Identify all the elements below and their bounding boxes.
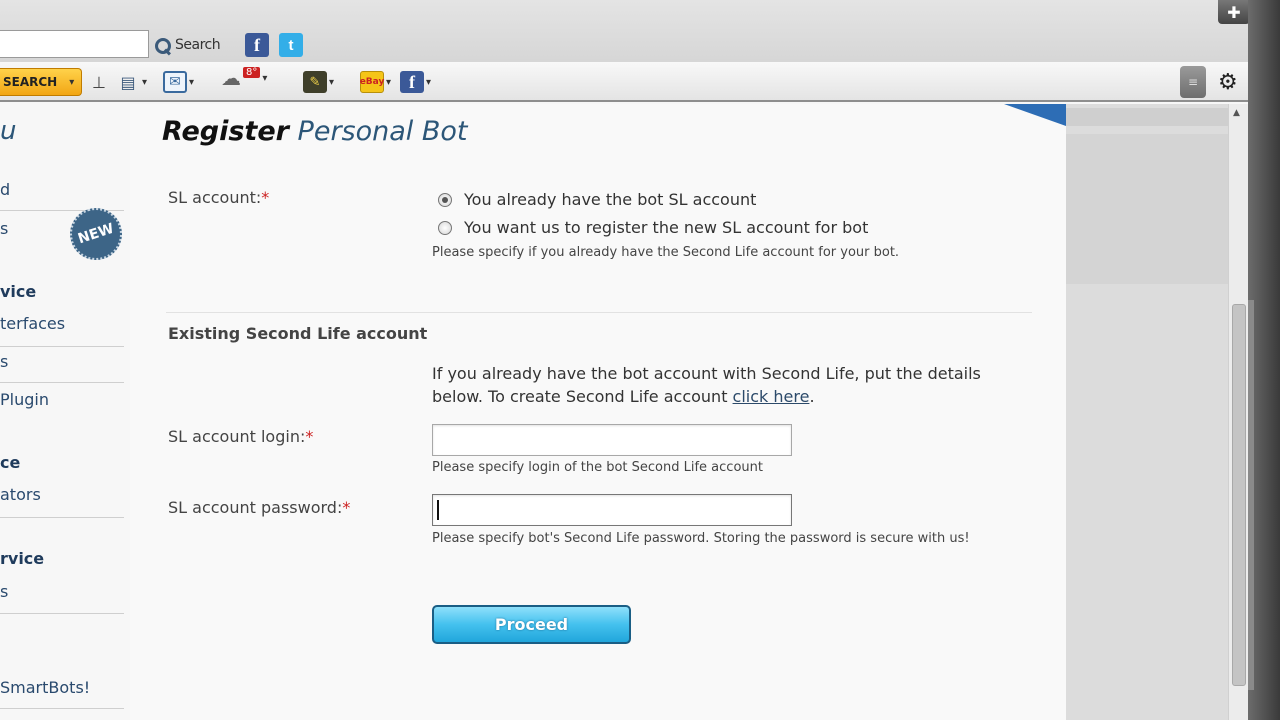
- new-badge: NEW: [63, 201, 129, 267]
- login-label: [168, 427, 313, 446]
- panel-row: [1066, 108, 1228, 126]
- sidebar-section-heading: rvice: [0, 549, 45, 568]
- ebay-toolbar-button[interactable]: [360, 70, 391, 94]
- required-mark: *: [261, 188, 270, 207]
- scroll-up-icon[interactable]: ▲: [1233, 108, 1240, 118]
- sidebar-item[interactable]: s: [0, 582, 9, 601]
- facebook-icon[interactable]: f: [245, 33, 269, 57]
- sidebar-item[interactable]: s: [0, 219, 9, 238]
- mail-icon: ✉: [163, 71, 187, 93]
- required-mark: *: [305, 427, 314, 446]
- radio-new-account[interactable]: [438, 218, 868, 237]
- sidebar-divider: [0, 613, 124, 614]
- radio-new-label: You want us to register the new SL account for bot: [464, 218, 869, 237]
- toolbar-search-dropdown[interactable]: [0, 68, 82, 96]
- page-scrollbar[interactable]: [1228, 104, 1248, 720]
- toolbar-search-label: SEARCH: [3, 75, 58, 89]
- sidebar-item-smartbots[interactable]: SmartBots!: [0, 678, 91, 697]
- sidebar-divider: [0, 708, 124, 709]
- search-button-label: Search: [175, 37, 221, 53]
- search-icon: [154, 37, 171, 54]
- sidebar-title: u: [0, 116, 17, 146]
- sidebar-divider: [0, 382, 124, 383]
- corner-ribbon: [1004, 104, 1066, 126]
- chevron-down-icon: ▾: [386, 76, 392, 88]
- required-mark: *: [342, 498, 351, 517]
- sidebar-item-operators[interactable]: ators: [0, 485, 41, 504]
- bookmark-icon: ▤: [120, 72, 136, 92]
- password-label: [168, 498, 350, 517]
- radio-existing-label: You already have the bot SL account: [464, 190, 757, 209]
- click-here-link[interactable]: click here: [732, 387, 810, 406]
- sl-password-input[interactable]: [432, 494, 792, 526]
- page-title-personal-bot: Personal Bot: [297, 116, 468, 147]
- mail-toolbar-button[interactable]: [163, 70, 194, 94]
- chevron-down-icon: ▾: [69, 76, 75, 88]
- add-icon[interactable]: ✚: [1218, 0, 1250, 24]
- list-icon[interactable]: ≡: [1180, 66, 1206, 98]
- password-hint: Please specify bot's Second Life password. Storing the password is secure with us!: [432, 531, 970, 546]
- browser-search-input[interactable]: [0, 30, 149, 58]
- sidebar-divider: [0, 346, 124, 347]
- sl-account-label-text: SL account:: [168, 188, 262, 207]
- info-text-body: If you already have the bot account with Second Life, put the details below. To create Second Life account: [432, 364, 981, 406]
- chevron-down-icon: ▾: [142, 76, 148, 88]
- section-divider: [166, 312, 1032, 313]
- radio-existing-account[interactable]: [438, 190, 756, 209]
- text-cursor: [437, 500, 439, 520]
- outer-scrollbar-thumb[interactable]: [1248, 300, 1254, 690]
- weather-toolbar-button[interactable]: [221, 66, 267, 90]
- window-edge: [1248, 0, 1280, 720]
- game-icon: ✎: [303, 71, 327, 93]
- info-text: [432, 362, 1032, 408]
- radio-hint: Please specify if you already have the Second Life account for your bot.: [432, 245, 900, 260]
- twitter-icon[interactable]: t: [279, 33, 303, 57]
- facebook-toolbar-button[interactable]: [400, 70, 431, 94]
- radio-button[interactable]: [438, 221, 452, 235]
- sidebar-divider: [0, 517, 124, 518]
- pin-icon[interactable]: ⊥: [92, 72, 106, 92]
- login-hint: Please specify login of the bot Second Life account: [432, 460, 763, 475]
- sidebar-item[interactable]: d: [0, 180, 11, 199]
- chevron-down-icon: ▾: [189, 76, 195, 88]
- page-title: [162, 116, 468, 147]
- page-title-register: Register: [162, 116, 289, 147]
- gear-icon[interactable]: ⚙: [1218, 70, 1238, 95]
- game-toolbar-button[interactable]: [303, 70, 334, 94]
- section-title: Existing Second Life account: [168, 324, 428, 343]
- sidebar-section-heading: vice: [0, 282, 37, 301]
- bookmarks-toolbar-button[interactable]: [116, 70, 147, 94]
- scrollbar-thumb[interactable]: [1232, 304, 1246, 686]
- chevron-down-icon: ▾: [426, 76, 432, 88]
- login-label-text: SL account login:: [168, 427, 306, 446]
- weather-temperature: 8°: [243, 67, 260, 78]
- proceed-button[interactable]: Proceed: [432, 605, 631, 644]
- facebook-icon: f: [400, 71, 424, 93]
- browser-search-button[interactable]: [154, 33, 220, 57]
- right-side-panel: [1066, 104, 1228, 720]
- main-content: [130, 104, 1066, 720]
- sidebar-item-plugin[interactable]: Plugin: [0, 390, 49, 409]
- chevron-down-icon: ▾: [262, 72, 268, 84]
- password-label-text: SL account password:: [168, 498, 343, 517]
- sidebar-item-interfaces[interactable]: terfaces: [0, 314, 66, 333]
- chevron-down-icon: ▾: [329, 76, 335, 88]
- sl-account-label: [168, 188, 269, 207]
- cloud-icon: ☁: [221, 66, 241, 90]
- sidebar-section-heading: ce: [0, 453, 21, 472]
- info-text-end: .: [809, 387, 815, 406]
- radio-button-selected[interactable]: [438, 193, 452, 207]
- panel-block: [1066, 134, 1228, 284]
- sl-login-input[interactable]: [432, 424, 792, 456]
- sidebar: [0, 104, 130, 720]
- sidebar-item[interactable]: s: [0, 352, 9, 371]
- ebay-icon: eBay: [360, 71, 384, 93]
